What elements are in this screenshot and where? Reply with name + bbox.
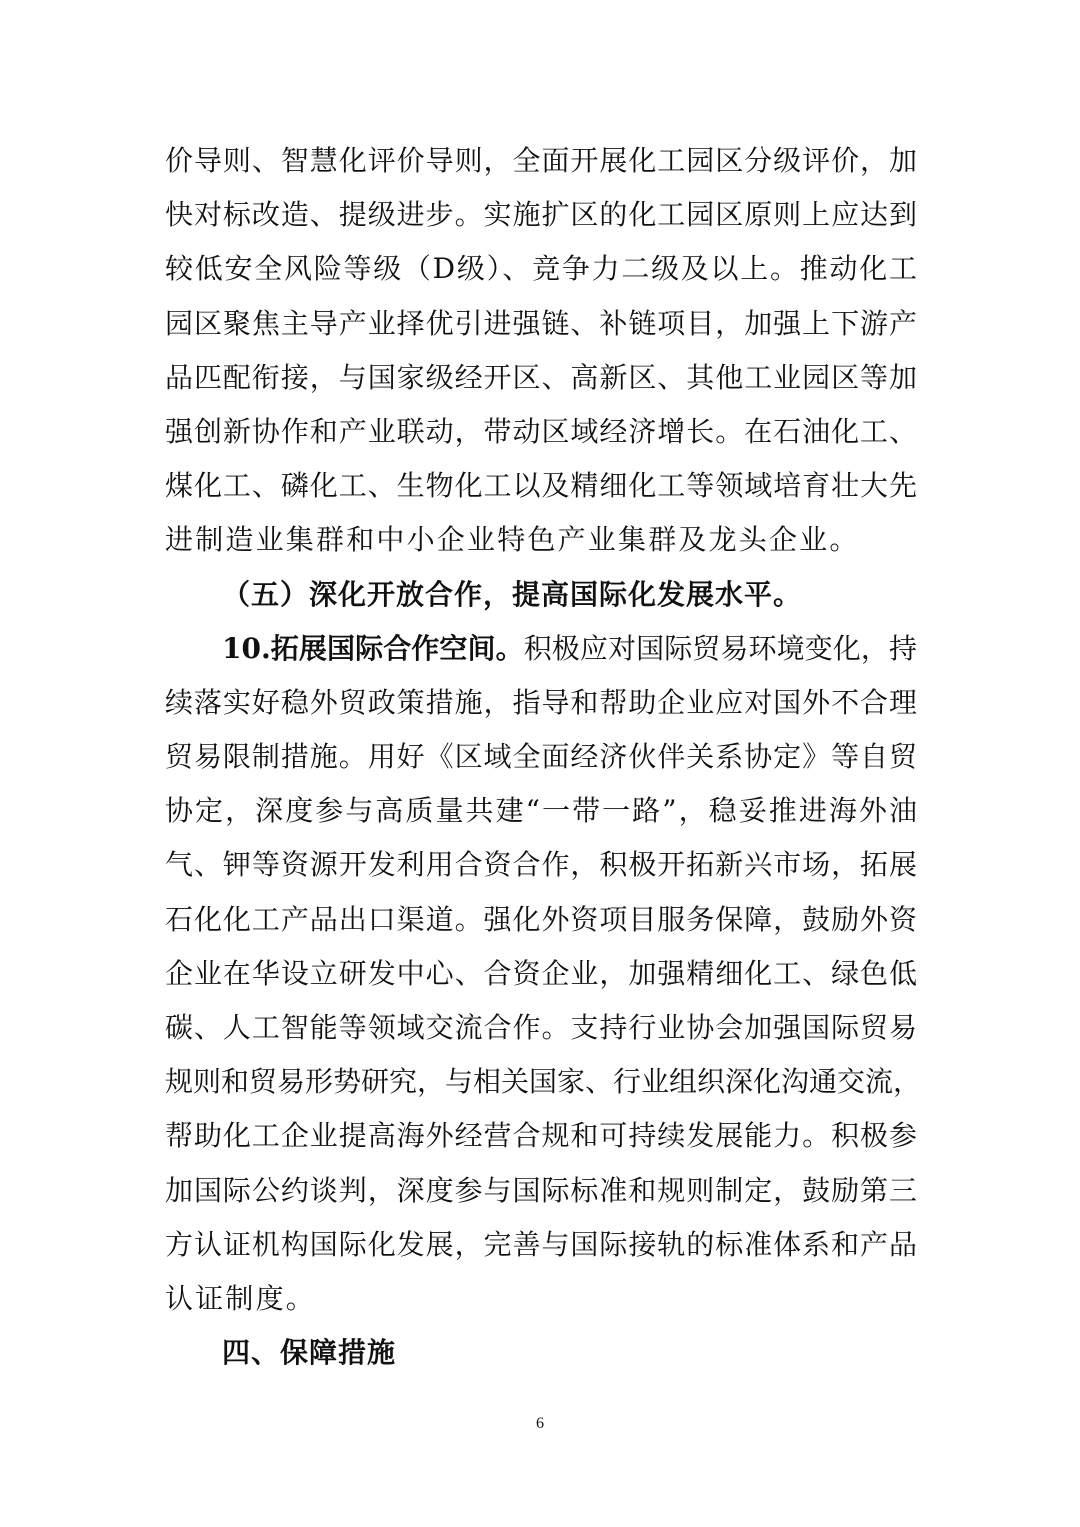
text-line: 较低安全风险等级（D级）、竞争力二级及以上。推动化工 [165,252,917,286]
text-line: 碳、人工智能等领域交流合作。支持行业协会加强国际贸易 [165,1011,917,1044]
text-line: 价导则、智慧化评价导则，全面开展化工园区分级评价，加 [165,144,917,177]
document-body [165,134,922,1380]
text-line: 进制造业集群和中小企业特色产业集群及龙头企业。 [165,523,860,557]
text-line: 品匹配衔接，与国家级经开区、高新区、其他工业园区等加 [165,360,917,394]
part-heading: 四、保障措施 [222,1336,397,1370]
text-line: 贸易限制措施。用好《区域全面经济伙伴关系协定》等自贸 [165,740,917,774]
item-10-title: 10.拓展国际合作空间。 [222,631,524,665]
text-line: 协定，深度参与高质量共建“一带一路”，稳妥推进海外油 [165,794,917,828]
text-line: 规则和贸易形势研究，与相关国家、行业组织深化沟通交流， [165,1065,922,1099]
text-line: 石化化工产品出口渠道。强化外资项目服务保障，鼓励外资 [165,902,917,936]
section-heading: （五）深化开放合作，提高国际化发展水平。 [222,577,803,611]
text-line: 强创新协作和产业联动，带动区域经济增长。在石油化工、 [165,414,917,448]
text-line: 加国际公约谈判，深度参与国际标准和规则制定，鼓励第三 [165,1173,917,1207]
item-10-first-line [165,622,917,676]
text-line: 气、钾等资源开发利用合资合作，积极开拓新兴市场，拓展 [165,848,917,882]
text-line: 企业在华设立研发中心、合资企业，加强精细化工、绿色低 [165,956,917,990]
text-line: 快对标改造、提级进步。实施扩区的化工园区原则上应达到 [165,198,917,232]
text-line: 园区聚焦主导产业择优引进强链、补链项目，加强上下游产 [165,306,917,340]
text-line: 方认证机构国际化发展，完善与国际接轨的标准体系和产品 [165,1227,917,1261]
text-line: 煤化工、磷化工、生物化工以及精细化工等领域培育壮大先 [165,469,917,503]
text-line: 帮助化工企业提高海外经营合规和可持续发展能力。积极参 [165,1119,917,1153]
item-10-first-line-text: 积极应对国际贸易环境变化，持 [523,631,917,665]
text-line: 续落实好稳外贸政策措施，指导和帮助企业应对国外不合理 [165,685,917,719]
page-number: 6 [536,1415,544,1432]
text-line: 认证制度。 [165,1281,317,1315]
